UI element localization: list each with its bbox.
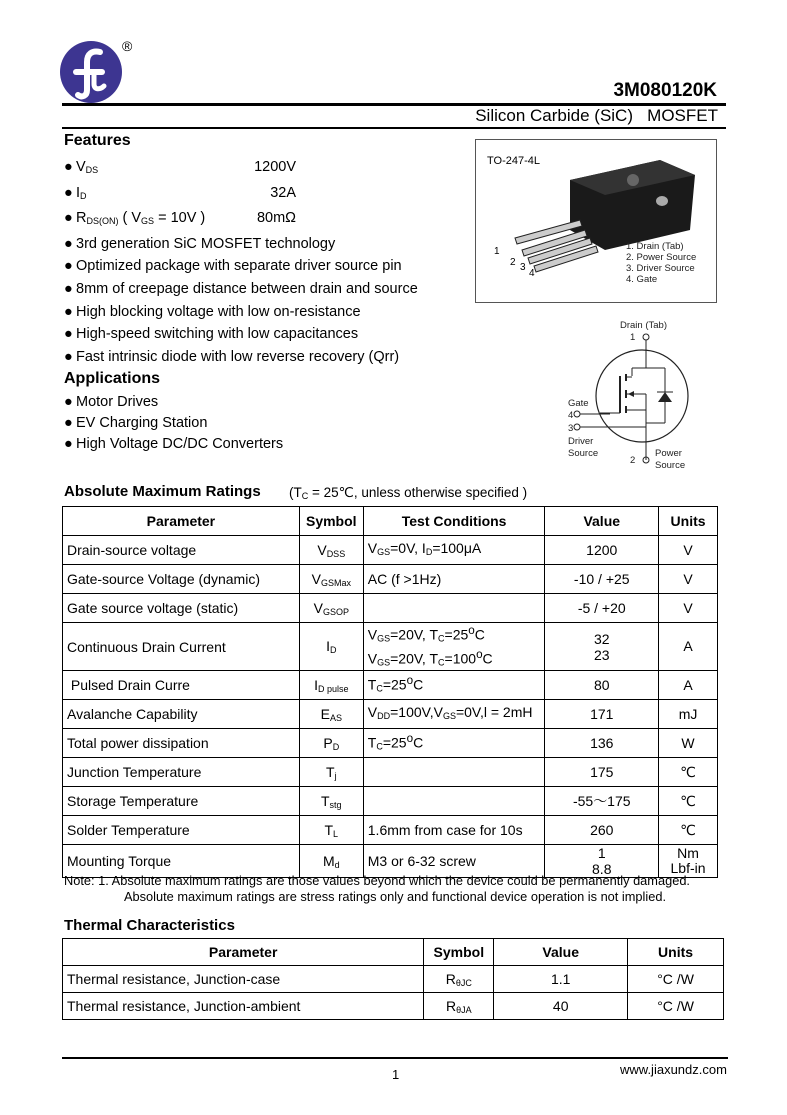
unit-cell: °C /W — [628, 993, 724, 1020]
unit-cell: °C /W — [628, 966, 724, 993]
unit-cell: V — [659, 536, 718, 565]
symbol-cell: $M_d$ — [299, 845, 363, 878]
column-header: Value — [545, 507, 659, 536]
parameter-cell: Mounting Torque — [63, 845, 300, 878]
parameter-cell: Gate-source Voltage (dynamic) — [63, 565, 300, 594]
symbol-subscript: stg — [329, 799, 342, 810]
feature-item — [64, 233, 418, 256]
bullet: ● — [64, 394, 73, 410]
table-row — [63, 671, 718, 700]
spec-item — [64, 182, 418, 208]
feature-item — [64, 301, 418, 324]
parameter-cell: Gate source voltage (static) — [63, 594, 300, 623]
spec-subscript: GS — [141, 216, 155, 227]
condition-cell: $V_{DD}=100V,V_{GS}=0V,l = 2mH$ — [363, 700, 545, 729]
symbol-cell: $T_L$ — [299, 816, 363, 845]
feature-item — [64, 278, 418, 301]
bullet: ● — [64, 415, 73, 431]
table-row — [63, 966, 724, 993]
parameter-cell: Storage Temperature — [63, 787, 300, 816]
note-line-2: Absolute maximum ratings are stress ratings only and functional device operation is not implied. — [124, 889, 667, 904]
footer-rule — [62, 1057, 728, 1059]
drain-label: Drain (Tab) — [620, 320, 667, 331]
column-header: Units — [659, 507, 718, 536]
symbol-cell: $E_{AS}$ — [299, 700, 363, 729]
feature-text: 8mm of creepage distance between drain and source — [76, 280, 418, 297]
column-header: Symbol — [424, 939, 494, 966]
value-cell: 1 8.8 — [545, 845, 659, 878]
driver-source-label-2: Source — [568, 448, 599, 459]
table-row — [63, 816, 718, 845]
feature-text: High-speed switching with low capacitances — [76, 326, 359, 343]
condition-cell — [363, 594, 545, 623]
spec-value: 1200V — [254, 159, 296, 175]
unit-cell: ℃ — [659, 787, 718, 816]
power-source-label-1: Power — [655, 448, 682, 459]
feature-list — [64, 233, 418, 369]
mosfet-symbol — [560, 318, 700, 473]
package-name: TO-247-4L — [487, 155, 540, 167]
bullet: ● — [64, 210, 73, 227]
feature-text: 3rd generation SiC MOSFET technology — [76, 235, 336, 252]
features-section — [64, 132, 418, 368]
pin-3-label: 3. Driver Source — [626, 263, 695, 274]
company-logo — [56, 40, 126, 104]
table-row — [63, 758, 718, 787]
parameter-cell: Pulsed Drain Curre — [63, 671, 300, 700]
unit-cell: mJ — [659, 700, 718, 729]
symbol-subscript: L — [333, 828, 339, 839]
bullet: ● — [64, 436, 73, 452]
table-row — [63, 565, 718, 594]
value-cell: 1200 — [545, 536, 659, 565]
symbol-cell: $R_{\theta JA}$ — [424, 993, 494, 1020]
spec-value: 32A — [270, 184, 296, 201]
unit-cell: ℃ — [659, 816, 718, 845]
features-title: Features — [64, 132, 131, 149]
pin-2-label: 2. Power Source — [626, 252, 697, 263]
symbol-cell: $T_j$ — [299, 758, 363, 787]
spec-subscript: DS — [85, 165, 99, 175]
pin-number-3: 3 — [520, 262, 526, 273]
condition-cell: $T_C=25^oC$ — [363, 671, 545, 700]
pin-number-1: 1 — [494, 246, 500, 257]
condition-cell: AC (f >1Hz) — [363, 565, 545, 594]
parameter-cell: Continuous Drain Current — [63, 623, 300, 671]
applications-list — [64, 392, 283, 455]
value-cell: -55～175 — [545, 787, 659, 816]
value-cell: 32 23 — [545, 623, 659, 671]
symbol-subscript: D pulse — [317, 683, 349, 694]
bullet: ● — [64, 184, 73, 201]
application-text: High Voltage DC/DC Converters — [76, 436, 284, 452]
power-source-label-2: Source — [655, 460, 686, 471]
symbol-subscript: D — [329, 645, 337, 656]
symbol-subscript: GSMax — [320, 577, 351, 588]
unit-cell: A — [659, 671, 718, 700]
condition-cell — [363, 758, 545, 787]
node-2: 2 — [630, 455, 636, 466]
column-header: Parameter — [63, 507, 300, 536]
gate-label: Gate — [568, 398, 589, 409]
pin-list — [626, 241, 696, 285]
bullet: ● — [64, 258, 73, 275]
spec-subscript: DS(ON) — [86, 216, 119, 227]
applications-section — [64, 370, 283, 455]
driver-source-label-1: Driver — [568, 436, 594, 447]
absolute-max-ratings-table — [62, 506, 718, 878]
spec-list — [64, 156, 418, 233]
column-header: Value — [494, 939, 628, 966]
symbol-cell: $R_{\theta JC}$ — [424, 966, 494, 993]
spec-item — [64, 156, 418, 182]
spec-name: $I_D$ — [76, 184, 87, 201]
feature-text: High blocking voltage with low on-resistance — [76, 303, 361, 320]
bullet: ● — [64, 326, 73, 343]
value-cell: 136 — [545, 729, 659, 758]
amr-title: Absolute Maximum Ratings — [64, 483, 261, 500]
unit-cell: ℃ — [659, 758, 718, 787]
condition-cell: $V_{GS}=20V$, $T_C=25^oC$ $V_{GS}=20V$, $T_C=100^oC$ — [363, 623, 545, 671]
registered-mark: ® — [122, 38, 133, 54]
symbol-subscript: d — [334, 859, 340, 870]
column-header: Parameter — [63, 939, 424, 966]
symbol-cell: $V_{DSS}$ — [299, 536, 363, 565]
parameter-cell: Thermal resistance, Junction-case — [63, 966, 424, 993]
condition-cell: 1.6mm from case for 10s — [363, 816, 545, 845]
parameter-cell: Avalanche Capability — [63, 700, 300, 729]
symbol-cell: $T_{stg}$ — [299, 787, 363, 816]
condition-cell: $T_C=25^oC$ — [363, 729, 545, 758]
value-cell: 1.1 — [494, 966, 628, 993]
parameter-cell: Thermal resistance, Junction-ambient — [63, 993, 424, 1020]
node-3: 3 — [568, 423, 574, 434]
application-text: Motor Drives — [76, 394, 159, 410]
bullet: ● — [64, 235, 73, 252]
feature-item — [64, 323, 418, 346]
unit-cell: Nm Lbf-in — [659, 845, 718, 878]
bullet: ● — [64, 159, 73, 175]
pin-1-label: 1. Drain (Tab) — [626, 241, 684, 252]
value-cell: 80 — [545, 671, 659, 700]
table-row — [63, 700, 718, 729]
value-cell: 260 — [545, 816, 659, 845]
pin-number-4: 4 — [529, 268, 535, 279]
thermal-table — [62, 938, 724, 1020]
application-text: EV Charging Station — [76, 415, 208, 431]
bullet: ● — [64, 280, 73, 297]
bullet: ● — [64, 303, 73, 320]
value-cell: 40 — [494, 993, 628, 1020]
parameter-cell: Drain-source voltage — [63, 536, 300, 565]
spec-name: $V_{DS}$ — [76, 159, 99, 175]
amr-condition: ($T_C$ = 25℃, unless otherwise specified ) — [289, 485, 528, 501]
feature-item — [64, 346, 418, 369]
symbol-subscript: j — [334, 770, 337, 781]
column-header: Units — [628, 939, 724, 966]
subtitle-rule — [62, 127, 726, 129]
symbol-cell: $V_{GSOP}$ — [299, 594, 363, 623]
device-subtitle: Silicon Carbide (SiC) MOSFET — [475, 106, 718, 125]
node-1: 1 — [630, 332, 636, 343]
column-header: Test Conditions — [363, 507, 545, 536]
symbol-cell: $V_{GSMax}$ — [299, 565, 363, 594]
table-row — [63, 787, 718, 816]
condition-cell: M3 or 6-32 screw — [363, 845, 545, 878]
website-link[interactable]: www.jiaxundz.com — [620, 1062, 727, 1077]
pin-number-2: 2 — [510, 257, 516, 268]
application-item — [64, 413, 283, 434]
parameter-cell: Solder Temperature — [63, 816, 300, 845]
note-line-1: Note: 1. Absolute maximum ratings are those values beyond which the device could be permanently damaged. — [64, 873, 690, 888]
value-cell: 175 — [545, 758, 659, 787]
parameter-cell: Total power dissipation — [63, 729, 300, 758]
unit-cell: V — [659, 594, 718, 623]
value-cell: -5 / +20 — [545, 594, 659, 623]
unit-cell: W — [659, 729, 718, 758]
column-header: Symbol — [299, 507, 363, 536]
feature-text: Fast intrinsic diode with low reverse recovery (Qrr) — [76, 348, 400, 365]
node-4: 4 — [568, 410, 574, 421]
parameter-cell: Junction Temperature — [63, 758, 300, 787]
spec-subscript: D — [80, 190, 87, 201]
ratings-note — [64, 873, 690, 905]
spec-name: $R_{DS(ON)}$ ( $V_{GS} = 10V$ ) — [76, 210, 206, 227]
application-item — [64, 434, 283, 455]
unit-cell: V — [659, 565, 718, 594]
symbol-subscript: D — [332, 741, 340, 752]
part-number: 3M080120K — [613, 80, 717, 101]
bullet: ● — [64, 348, 73, 365]
symbol-subscript: AS — [329, 712, 342, 723]
pin-4-label: 4. Gate — [626, 274, 658, 285]
page-number: 1 — [392, 1067, 400, 1082]
condition-cell: $V_{GS}=0V$, $I_D=100\mu A$ — [363, 536, 545, 565]
spec-value: 80mΩ — [256, 210, 296, 227]
symbol-cell: $I_D$ — [299, 623, 363, 671]
symbol-subscript: DSS — [326, 548, 346, 559]
table-row — [63, 623, 718, 671]
applications-title: Applications — [64, 370, 161, 387]
table-row — [63, 993, 724, 1020]
value-cell: 171 — [545, 700, 659, 729]
symbol-subscript: θJA — [456, 1004, 472, 1015]
table-row — [63, 729, 718, 758]
condition-cell — [363, 787, 545, 816]
table-row — [63, 536, 718, 565]
feature-item — [64, 255, 418, 278]
application-item — [64, 392, 283, 413]
unit-cell: A — [659, 623, 718, 671]
feature-text: Optimized package with separate driver source pin — [76, 258, 402, 275]
table-row — [63, 594, 718, 623]
spec-item — [64, 207, 418, 233]
symbol-subscript: GSOP — [322, 606, 349, 617]
symbol-subscript: θJC — [455, 977, 472, 988]
symbol-cell: $P_D$ — [299, 729, 363, 758]
symbol-cell: $I_{D pulse}$ — [299, 671, 363, 700]
value-cell: -10 / +25 — [545, 565, 659, 594]
thermal-title: Thermal Characteristics — [64, 917, 235, 934]
